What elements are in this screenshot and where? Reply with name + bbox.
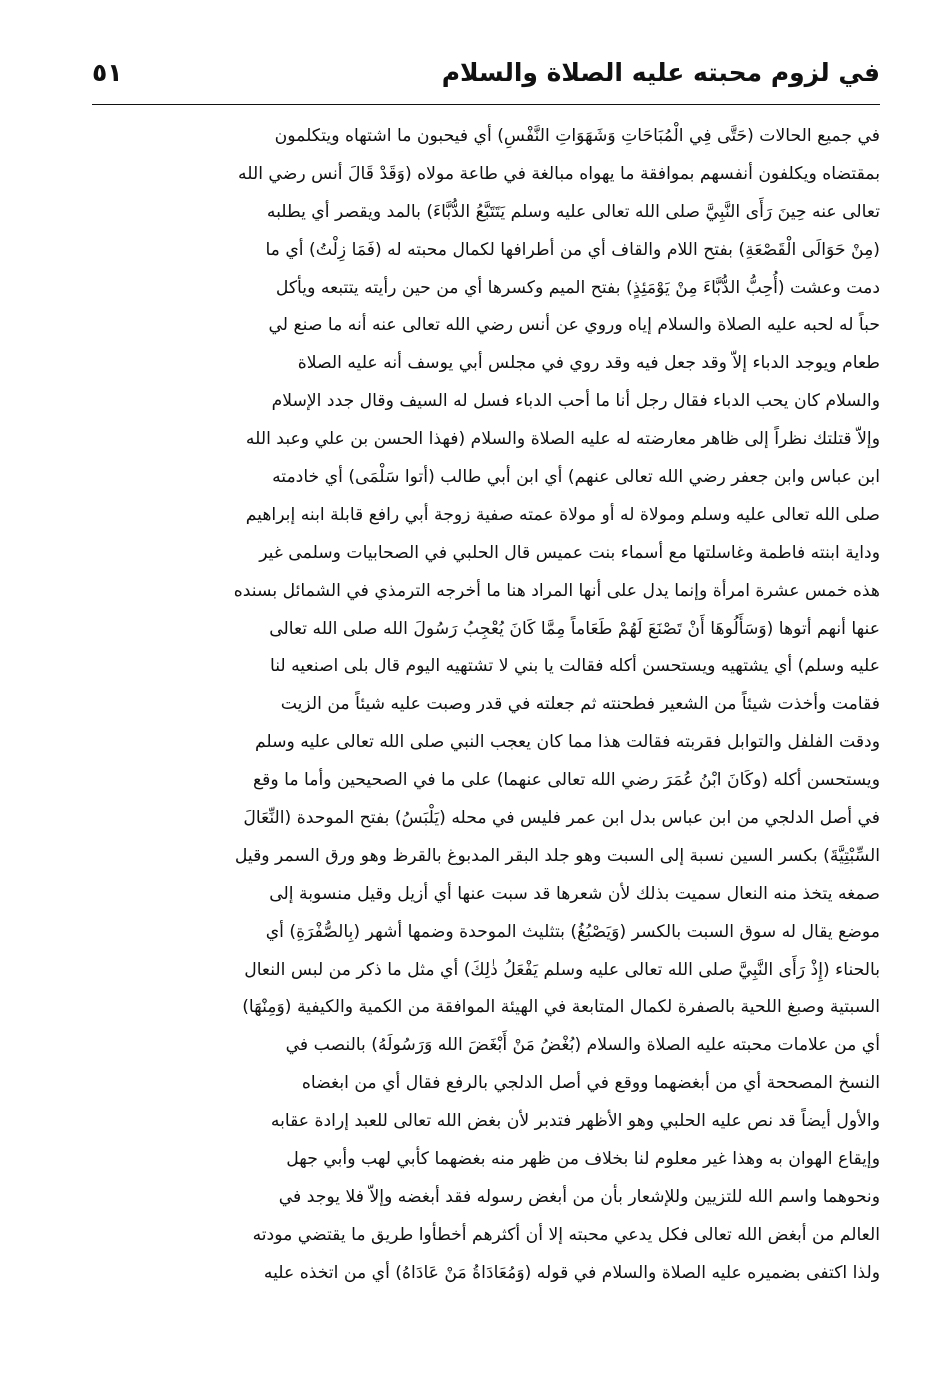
text-line: حباً له لحبه عليه الصلاة والسلام إياه وروي عن أنس رضي الله تعالى عنه أنه ما صنع لي: [268, 315, 880, 336]
text-line: في أصل الدلجي من ابن عباس بدل ابن عمر فليس في محله (يَلْبَسُ) بفتح الموحدة (النِّعَالَ: [243, 808, 880, 829]
text-line: أي من علامات محبته عليه الصلاة والسلام (بُغْضُ مَنْ أَبْغَضَ الله وَرَسُولَهُ) بالنصب في: [285, 1035, 880, 1056]
text-line: ونحوهما واسم الله للتزيين وللإشعار بأن من أبغض رسوله فقد أبغضه وإلاّ فلا يوجد في: [278, 1186, 880, 1207]
text-line: النسخ المصححة أي من أبغضهما ووقع في أصل الدلجي بالرفع فقال أي من ابغضاه: [301, 1073, 880, 1094]
text-line: عليه وسلم) أي يشتهيه ويستحسن أكله فقالت يا بني لا تشتهيه اليوم قال بلى اصنعيه لنا: [269, 656, 880, 677]
text-line: وإيقاع الهوان به وهذا غير معلوم لنا بخلاف من ظهر منه بغضهما كأبي لهب وأبي جهل: [286, 1149, 880, 1170]
text-line: ابن عباس وابن جعفر رضي الله تعالى عنهم) أي ابن أبي طالب (أتوا سَلْمَى) أي خادمته: [272, 467, 880, 488]
text-line: فقامت وأخذت شيئاً من الشعير فطحنته ثم جعلته في قدر وصبت عليه شيئاً من الزيت: [280, 694, 880, 715]
text-line: صلى الله تعالى عليه وسلم ومولاة له أو مولاة عمته صفية زوجة أبي رافع قابلة ابنه إبراهيم: [245, 504, 880, 525]
text-line: ودقت الفلفل والتوابل فقربته فقالت هذا مما كان يعجب النبي صلى الله تعالى عليه وسلم: [254, 732, 880, 753]
text-line: وداية ابنته فاطمة وغاسلتها مع أسماء بنت عميس قال الحلبي في الصحابيات وسلمى غير: [259, 542, 880, 563]
body-text: [92, 118, 880, 1293]
text-line: موضع يقال له سوق السبت بالكسر (وَيَصْبُغُ) بتثليث الموحدة وضمها أشهر (بِالصُّفْرَةِ) أي: [265, 921, 880, 942]
running-title: في لزوم محبته عليه الصلاة والسلام: [441, 58, 880, 87]
page-number: ٥١: [92, 58, 123, 87]
header-divider: [92, 104, 880, 105]
text-line: بالحناء (إِذْ رَأَى النَّبِيَّ صلى الله تعالى عليه وسلم يَفْعَلُ ذٰلِكَ) أي مثل ما ذكر من لبس النعال: [244, 959, 880, 980]
text-line: (مِنْ حَوَالَى الْقَصْعَةِ) بفتح اللام والقاف أي من أطرافها لكمال محبته له (فَمَا زِلْتُ) أي ما: [265, 239, 880, 260]
text-line: السبتية وصبغ اللحية بالصفرة لكمال المتابعة في الهيئة الموافقة من الكمية والكيفية (وَمِنْهَا): [242, 997, 880, 1018]
text-line: عنها أنهم أتوها (وَسَأَلُوهَا أَنْ تَصْنَعَ لَهُمْ طَعَاماً مِمَّا كَانَ يُعْجِبُ رَسُولَ الله صلى الله تعالى: [269, 618, 880, 639]
text-line: تعالى عنه حِينَ رَأَى النَّبِيَّ صلى الله تعالى عليه وسلم يَتَتَبَّعُ الدُّبَّاءَ) بالمد ويقصر أي يطلبه: [266, 201, 880, 222]
text-line: في جميع الحالات (حَتَّى فِي الْمُبَاحَاتِ وَشَهَوَاتِ النَّفْسِ) أي فيحبون ما اشتهاه ويتكلمون: [274, 126, 880, 146]
text-line: بمقتضاه ويكلفون أنفسهم بموافقة ما يهواه مبالغة في طاعة مولاه (وَقَدْ قَالَ أنس رضي الله: [238, 163, 880, 184]
text-line: هذه خمس عشرة امرأة وإنما يدل على أنها المراد هنا ما أخرجه الترمذي في الشمائل بسنده: [233, 580, 880, 601]
text-line: صمغه يتخذ منه النعال سميت بذلك لأن شعرها قد سبت عنها أي أزيل وقيل منسوبة إلى: [269, 883, 880, 904]
text-line: وإلاّ قتلتك نظراً إلى ظاهر معارضته له عليه الصلاة والسلام (فهذا الحسن بن علي وعبد الله: [245, 429, 880, 450]
text-line: ولذا اكتفى بضميره عليه الصلاة والسلام في قوله (وَمُعَادَاةُ مَنْ عَادَاهُ) أي من اتخذه عليه: [263, 1262, 880, 1283]
text-line: والسلام كان يحب الدباء فقال رجل أنا ما أحب الدباء فسل له السيف وقال جدد الإسلام: [271, 391, 880, 412]
text-line: دمت وعشت (أُحِبُّ الدُّبَّاءَ مِنْ يَوْمَئِذٍ) بفتح الميم وكسرها أي من حين رأيته يتتبعه ويأكل: [275, 277, 880, 298]
running-header: [92, 52, 880, 96]
text-line: والأول أيضاً قد نص عليه الحلبي وهو الأظهر فتدبر لأن بغض الله تعالى للعبد إرادة عقابه: [270, 1111, 880, 1132]
text-line: السِّبْتِيَّةَ) بكسر السين نسبة إلى السبت وهو جلد البقر المدبوغ بالقرظ وهو ورق السمر وقيل: [234, 845, 880, 866]
text-line: طعام ويوجد الدباء إلاّ وقد جعل فيه وقد روي في مجلس أبي يوسف أنه عليه الصلاة: [297, 353, 880, 374]
text-line: العالم من أبغض الله تعالى فكل يدعي محبته إلا أن أكثرهم أخطأوا طريق ما يقتضي مودته: [252, 1224, 880, 1245]
text-line: ويستحسن أكله (وكَانَ ابْنُ عُمَرَ رضي الله تعالى عنهما) على ما في الصحيحين وأما ما وقع: [253, 770, 880, 791]
